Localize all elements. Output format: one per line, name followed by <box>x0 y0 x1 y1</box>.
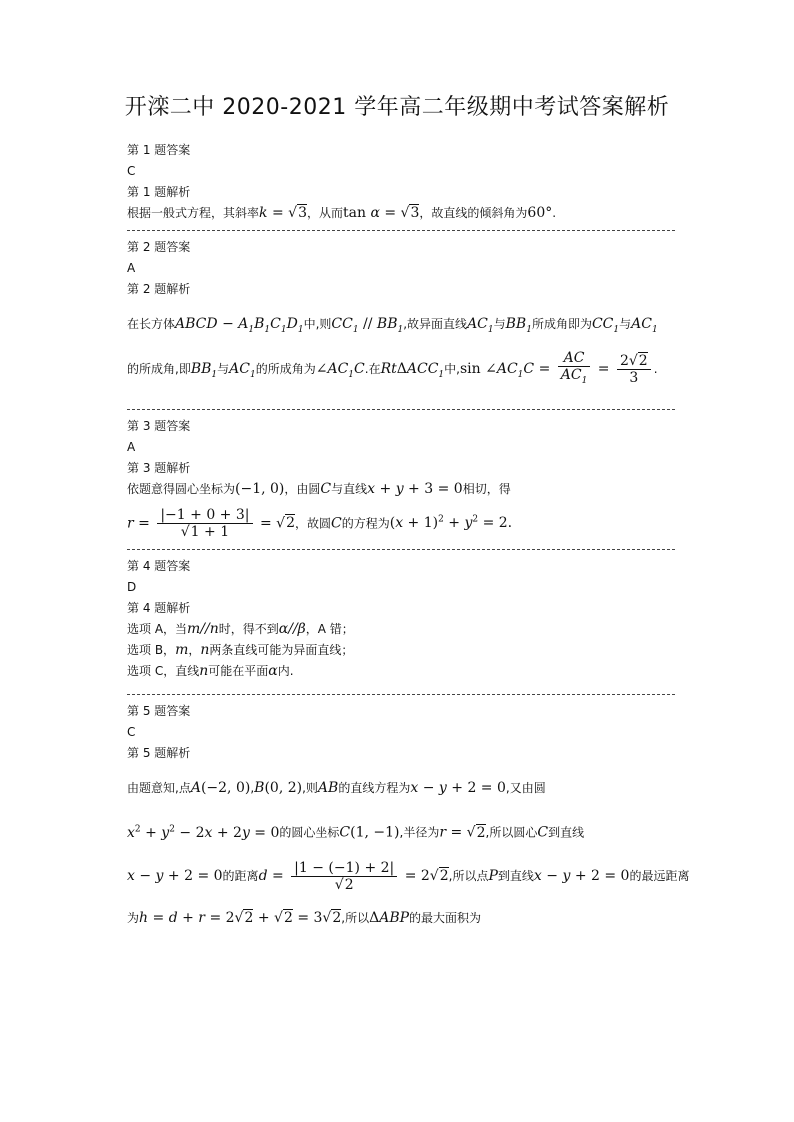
divider <box>127 230 675 231</box>
fraction: $\frac{2√2}{3}$ <box>617 353 651 386</box>
q1-explanation-label: 第 1 题解析 <box>127 185 191 199</box>
q2-explanation-line-1: 在长方体ABCD − $A_1B_1C_1D_1$中,则$CC_1 // BB_1$,故异面直线$AC_1$与$BB_1$所成角即为$CC_1$与$AC_1$ <box>127 316 658 335</box>
page-title: 开滦二中 2020-2021 学年高二年级期中考试答案解析 <box>124 95 670 120</box>
q3-answer-label: 第 3 题答案 <box>127 418 191 433</box>
q1-text: . <box>552 206 557 220</box>
q1-answer-label: 第 1 题答案 <box>127 143 191 157</box>
q5-explanation-line-1: 由题意知,点A(−2, 0),B(0, 2),则AB的直线方程为x − y + 2 = 0,又由圆 <box>127 780 546 797</box>
answer-content <box>127 140 690 929</box>
math-formula: ABCD <box>175 316 218 332</box>
q5-explanation-line-2: $x^2 + y^2 - 2x + 2y = 0$的圆心坐标C(1, −1),半径为r = √2,所以圆心C到直线 <box>127 824 585 841</box>
q4-option-c: 选项 C，直线n可能在平面α内. <box>127 663 294 680</box>
q5-explanation-line-3: x − y + 2 = 0的距离d = $\frac{|1 - (-1) + 2|}{√2}$ = 2√2,所以点P到直线x − y + 2 = 0的最远距离 <box>127 859 690 893</box>
q5-explanation-line-4: 为h = d + r = 2√2 + √2 = 3√2,所以ΔABP的最大面积为 <box>127 909 482 926</box>
fraction: $\frac{|-1 + 0 + 3|}{√1 + 1}$ <box>157 507 252 540</box>
q5-explanation-label: 第 5 题解析 <box>127 746 191 761</box>
q4-answer-label: 第 4 题答案 <box>127 559 191 574</box>
divider <box>127 694 675 695</box>
question-2 <box>127 237 675 395</box>
q3-answer: A <box>127 439 136 454</box>
math-formula: $CC_1$ <box>331 316 359 335</box>
q3-explanation-label: 第 3 题解析 <box>127 460 191 475</box>
q2-explanation-line-2: 的所成角,即$BB_1$与$AC_1$的所成角为$\angle AC_1C$.在RtΔACC$_1$中,sin $\angle AC_1C$ = $\frac{AC}{AC_1}$ = $\frac{2√2}{3}$ . <box>127 349 675 395</box>
q1-answer: C <box>127 164 136 178</box>
fraction: $\frac{AC}{AC_1}$ <box>558 350 591 389</box>
q4-option-b: 选项 B，m，n两条直线可能为异面直线； <box>127 642 354 659</box>
question-4 <box>127 556 675 682</box>
q5-answer: C <box>127 725 136 740</box>
math-formula: k <box>259 205 268 221</box>
q4-explanation-label: 第 4 题解析 <box>127 601 191 616</box>
q2-explanation-label: 第 2 题解析 <box>127 282 191 296</box>
q3-explanation-line-2: r = $\frac{|-1 + 0 + 3|}{√1 + 1}$ = √2，故圆C的方程为$(x + 1)^2 + y^2 = 2$. <box>127 507 513 541</box>
q2-answer-label: 第 2 题答案 <box>127 240 191 254</box>
divider <box>127 409 675 410</box>
q3-explanation-line-1: 依题意得圆心坐标为(−1, 0)，由圆C与直线x + y + 3 = 0相切，得 <box>127 480 511 497</box>
q2-answer: A <box>127 261 136 275</box>
math-formula: tan α = √3 <box>343 205 420 221</box>
q1-explanation: 根据一般式方程，其斜率k = √3，从而tan α = √3，故直线的倾斜角为60°. <box>127 205 557 221</box>
q5-answer-label: 第 5 题答案 <box>127 704 191 719</box>
question-5 <box>127 701 690 929</box>
divider <box>127 549 675 550</box>
math-formula: 60° <box>527 205 553 221</box>
question-3 <box>127 416 675 544</box>
q4-answer: D <box>127 580 137 595</box>
q4-option-a: 选项 A，当m//n时，得不到α//β，A 错； <box>127 621 354 638</box>
question-1 <box>127 140 675 224</box>
math-formula: $\sin \angle AC_1C$ = <box>459 360 555 380</box>
q1-text: ，从而 <box>306 206 343 220</box>
fraction: $\frac{|1 - (-1) + 2|}{√2}$ <box>291 860 397 893</box>
q1-text: ，故直线的倾斜角为 <box>419 206 528 220</box>
q1-text: 根据一般式方程，其斜率 <box>127 206 260 220</box>
